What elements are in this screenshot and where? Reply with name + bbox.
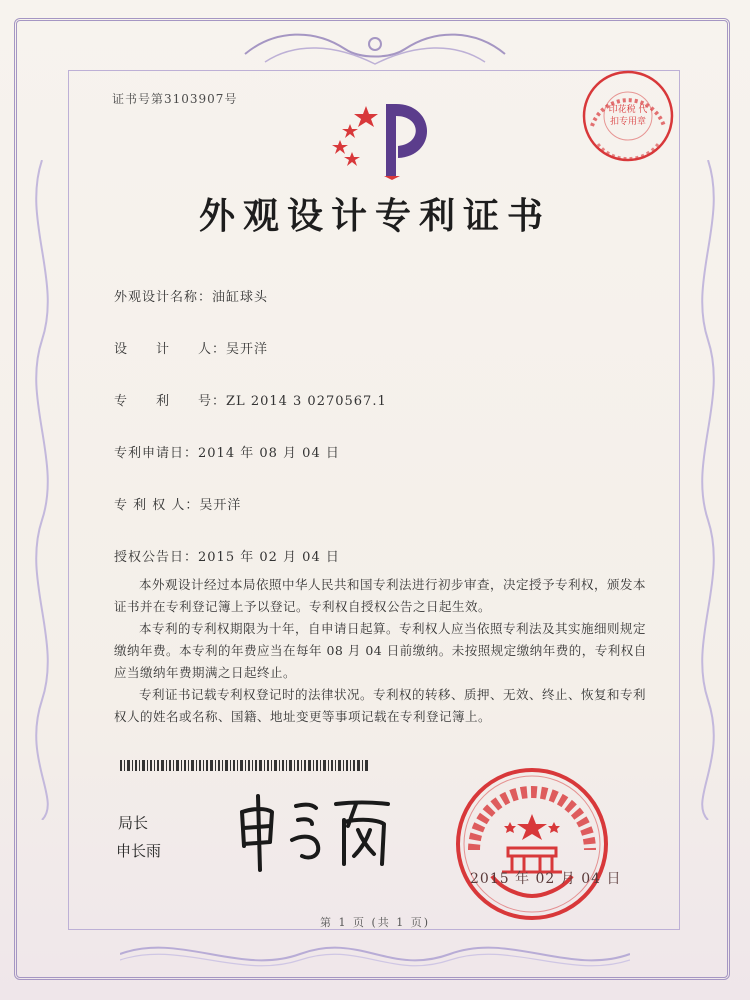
designer-label: 设 计 人： — [114, 342, 227, 357]
filing-date-value: 2014 年 08 月 04 日 — [198, 446, 340, 461]
patent-number-value: ZL 2014 3 0270567.1 — [226, 394, 387, 409]
signature-printed-name: 申长雨 — [116, 842, 162, 860]
bottom-ornament — [120, 930, 630, 978]
grant-date-row — [114, 546, 340, 565]
filing-date-row — [114, 442, 340, 461]
design-name-label: 外观设计名称： — [114, 290, 213, 305]
filing-date-label: 专利申请日： — [114, 446, 199, 461]
patent-number-row — [114, 390, 387, 409]
patentee-row — [114, 494, 241, 513]
page-number: 第 1 页 (共 1 页) — [319, 916, 431, 929]
designer-row — [114, 338, 268, 357]
designer-value: 吴开洋 — [226, 342, 269, 357]
body-paragraph-1: 本外观设计经过本局依照中华人民共和国专利法进行初步审查，决定授予专利权，颁发本证书并在专利登记簿上予以登记。专利权自授权公告之日起生效。 — [114, 577, 647, 614]
patent-office-logo — [326, 96, 438, 180]
grant-date-value: 2015 年 02 月 04 日 — [198, 550, 340, 565]
certificate-number: 证书号第3103907号 — [112, 92, 238, 106]
patent-number-label: 专 利 号： — [114, 394, 227, 409]
agent-seal-center-text: 印花税 代扣专用章 — [608, 105, 648, 127]
seal-date: 2015 年 02 月 04 日 — [470, 871, 622, 887]
design-name-row — [114, 286, 268, 305]
handwritten-signature — [232, 790, 402, 874]
grant-date-label: 授权公告日： — [114, 550, 199, 565]
top-ornament — [235, 24, 515, 70]
signature-title: 局长 — [118, 814, 149, 832]
body-paragraph-3: 专利证书记载专利权登记时的法律状况。专利权的转移、质押、无效、终止、恢复和专利权人的姓名或名称、国籍、地址变更等事项记载在专利登记簿上。 — [114, 687, 647, 724]
patentee-label: 专 利 权 人： — [114, 498, 200, 513]
right-ornament — [686, 160, 730, 820]
design-name-value: 油缸球头 — [212, 290, 269, 305]
left-ornament — [20, 160, 64, 820]
certificate-title: 外观设计专利证书 — [198, 195, 551, 237]
body-paragraph-2: 本专利的专利权期限为十年，自申请日起算。专利权人应当依照专利法及其实施细则规定缴纳年费。本专利的年费应当在每年 08 月 04 日前缴纳。未按照规定缴纳年费的，专利权自应当缴纳年费期满之日起终止。 — [114, 621, 647, 680]
national-ip-office-seal — [452, 764, 612, 924]
certificate-barcode — [120, 760, 368, 771]
patentee-value: 吴开洋 — [199, 498, 242, 513]
